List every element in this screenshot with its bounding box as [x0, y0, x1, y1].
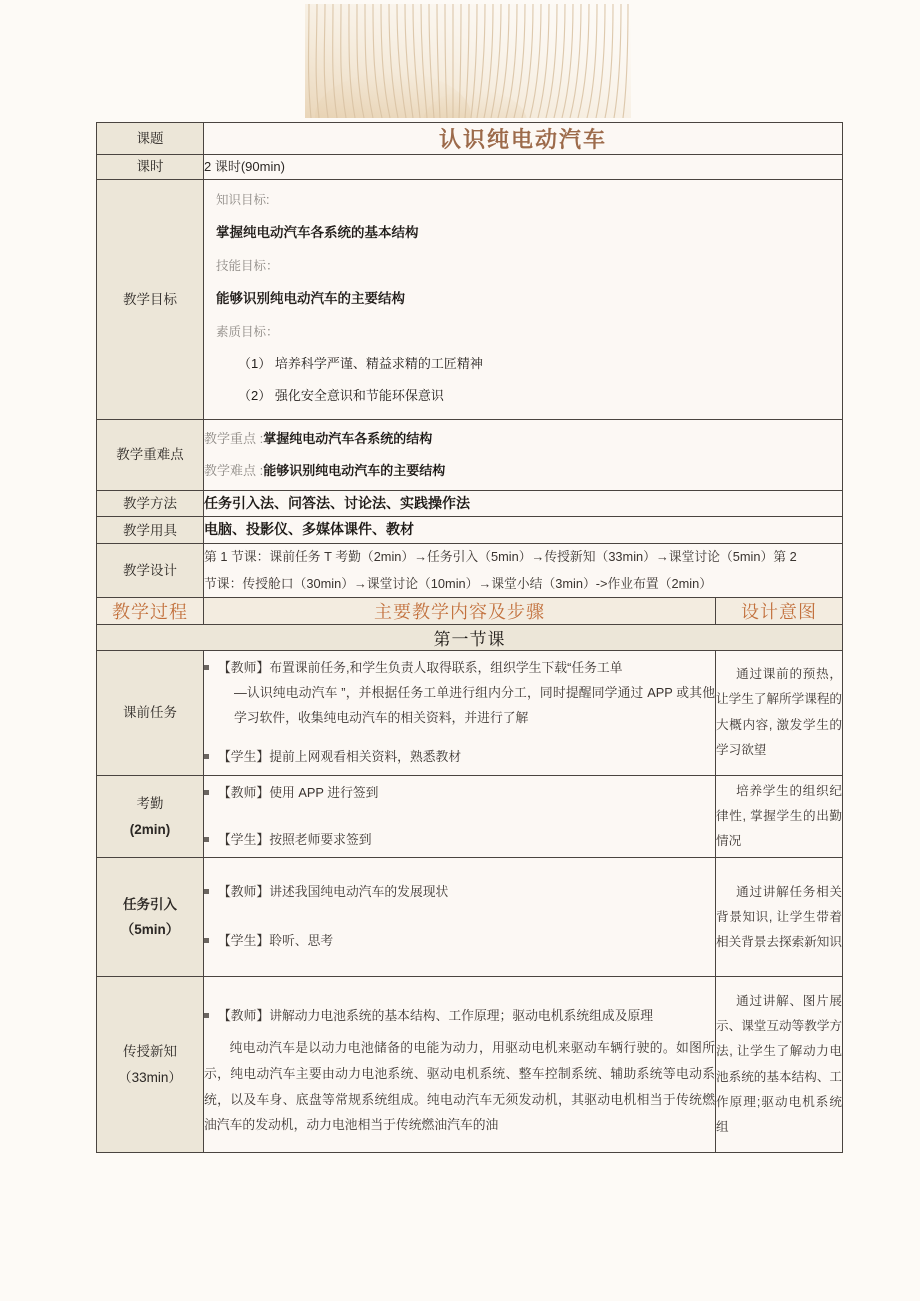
bullet-lead-2-0: 【教师】 — [218, 884, 270, 900]
process-label-1-name: 考勤 — [136, 795, 164, 811]
bullet-lead-1-0: 【教师】 — [218, 784, 270, 800]
bullet-lead-3-0: 【教师】 — [218, 1008, 270, 1024]
bullet-lead-1-1: 【学生】 — [218, 831, 270, 847]
process-intent-0-text: 通过课前的预热，让学生了解所学课程的大概内容, 激发学生的学习欲望 — [716, 667, 843, 757]
label-objectives: 教学目标 — [97, 180, 204, 420]
value-hours: 2 课时(90min) — [204, 155, 843, 180]
design-content — [204, 544, 843, 597]
table-row — [97, 650, 843, 775]
objectives-content — [204, 180, 843, 420]
label-topic: 课题 — [97, 123, 204, 155]
bullet-text-1-1: 按照老师要求签到 — [269, 831, 372, 847]
objectives-quality-item-1: （1） 培养科学严谨、精益求精的工匠精神 — [238, 356, 483, 372]
bullet-text-3-0: 讲解动力电池系统的基本结构、工作原理；驱动电机系统组成及原理 — [269, 1008, 654, 1024]
decorative-stripe-banner — [305, 4, 631, 118]
process-label-1 — [97, 775, 204, 858]
difficult-point-line — [204, 459, 842, 483]
process-content-2 — [204, 858, 716, 977]
bullet-item — [204, 1004, 715, 1029]
key-point-body: 掌握纯电动汽车各系统的结构 — [263, 431, 433, 447]
process-label-1-time: (2min) — [129, 821, 171, 837]
process-header-col2: 主要教学内容及步骤 — [204, 597, 716, 624]
bullet-lead-0-0: 【教师】 — [218, 659, 270, 675]
bullet-item — [204, 745, 715, 770]
difficult-point-body: 能够识别纯电动汽车的主要结构 — [263, 462, 446, 478]
bullet-text-0-0: 布置课前任务,和学生负责人取得联系，组织学生下载“任务工单 — [269, 659, 623, 675]
label-design: 教学设计 — [97, 544, 204, 597]
process-label-2-name: 任务引入 — [123, 896, 177, 912]
table-row — [97, 977, 843, 1152]
table-row-methods — [97, 490, 843, 517]
process-label-2-time: （5min） — [120, 922, 180, 938]
process-label-2 — [97, 858, 204, 977]
table-row-process-header — [97, 597, 843, 624]
process-paragraph-3: 纯电动汽车是以动力电池储备的电能为动力，用驱动电机来驱动车辆行驶的。如图所示，纯电动汽车主要由动力电池系统、驱动电机系统、整车控制系统、辅助系统等电动系统，以及车身、底盘等常规系统组成。纯电动汽车无须发动机，其驱动电机相当于传统燃油汽车的发动机，动力电池相当于传统燃油汽车的油 — [204, 1040, 715, 1133]
process-content-3 — [204, 977, 716, 1152]
key-difficult-content — [204, 420, 843, 490]
table-row-design — [97, 544, 843, 597]
bullet-text-0-1: 提前上网观看相关资料，熟悉教材 — [269, 748, 462, 764]
table-row — [97, 858, 843, 977]
table-row-objectives — [97, 180, 843, 420]
table-row-tools — [97, 517, 843, 544]
design-line-2: 节课：传授舱口（30min）→课堂讨论（10min）→课堂小结（3min）->作业布置（2min） — [204, 575, 713, 591]
bullet-item — [204, 656, 715, 731]
process-intent-2-text: 通过讲解任务相关背景知识, 让学生带着相关背景去探索新知识 — [716, 884, 843, 950]
value-tools: 电脑、投影仪、多媒体课件、教材 — [204, 517, 843, 544]
table-row — [97, 775, 843, 858]
table-row-hours — [97, 155, 843, 180]
process-intent-2 — [716, 858, 843, 977]
class-band-label: 第一节课 — [97, 624, 843, 650]
process-label-0 — [97, 650, 204, 775]
label-tools: 教学用具 — [97, 517, 204, 544]
bullet-text-1-0: 使用 APP 进行签到 — [269, 784, 379, 800]
design-line-1: 第 1 节课：课前任务 T 考勤（2min）→任务引入（5min）→传授新知（33min）→课堂讨论（5min）第 2 — [204, 549, 797, 565]
objectives-skill-body: 能够识别纯电动汽车的主要结构 — [216, 291, 405, 307]
bullet-item — [204, 781, 715, 806]
objectives-quality-head: 素质目标： — [216, 325, 279, 340]
process-intent-3 — [716, 977, 843, 1152]
objectives-skill-head: 技能目标： — [216, 259, 279, 274]
process-label-3 — [97, 977, 204, 1152]
process-intent-0 — [716, 650, 843, 775]
label-methods: 教学方法 — [97, 490, 204, 517]
process-label-3-name: 传授新知 — [123, 1043, 177, 1059]
label-key-difficult: 教学重难点 — [97, 420, 204, 490]
process-label-3-time: （33min） — [118, 1069, 182, 1085]
label-hours: 课时 — [97, 155, 204, 180]
table-row-class-band — [97, 624, 843, 650]
bullet-item — [204, 880, 715, 905]
table-row-key-difficult — [97, 420, 843, 490]
bullet-lead-0-1: 【学生】 — [218, 748, 270, 764]
bullet-text-2-0: 讲述我国纯电动汽车的发展现状 — [269, 884, 449, 900]
value-methods: 任务引入法、问答法、讨论法、实践操作法 — [204, 490, 843, 517]
process-label-0-name: 课前任务 — [123, 704, 177, 720]
process-content-0 — [204, 650, 716, 775]
key-point-line — [204, 427, 842, 451]
bullet-item — [204, 929, 715, 954]
bullet-cont-0-0: —认识纯电动汽车 ”，并根据任务工单进行组内分工，同时提醒同学通过 APP 或其他学习软件，收集纯电动汽车的相关资料，并进行了解 — [234, 684, 715, 725]
process-content-1 — [204, 775, 716, 858]
table-row-topic — [97, 123, 843, 155]
bullet-item — [204, 828, 715, 853]
process-header-col1: 教学过程 — [97, 597, 204, 624]
bullet-lead-2-1: 【学生】 — [218, 933, 270, 949]
key-point-head: 教学重点 : — [204, 431, 264, 447]
lesson-plan-table — [96, 122, 843, 1153]
bullet-text-2-1: 聆听、思考 — [269, 933, 334, 949]
page-title: 认识纯电动汽车 — [204, 123, 843, 155]
objectives-quality-item-2: （2） 强化安全意识和节能环保意识 — [238, 388, 444, 404]
process-header-col3: 设计意图 — [716, 597, 843, 624]
process-intent-1 — [716, 775, 843, 858]
process-intent-3-text: 通过讲解、图片展示、课堂互动等教学方法, 让学生了解动力电池系统的基本结构、工作原理;驱动电机系统组 — [716, 993, 843, 1134]
process-intent-1-text: 培养学生的组织纪律性, 掌握学生的出勤情况 — [716, 783, 843, 849]
objectives-knowledge-head: 知识目标: — [216, 193, 270, 208]
difficult-point-head: 教学难点 : — [204, 462, 264, 478]
objectives-knowledge-body: 掌握纯电动汽车各系统的基本结构 — [216, 225, 419, 241]
